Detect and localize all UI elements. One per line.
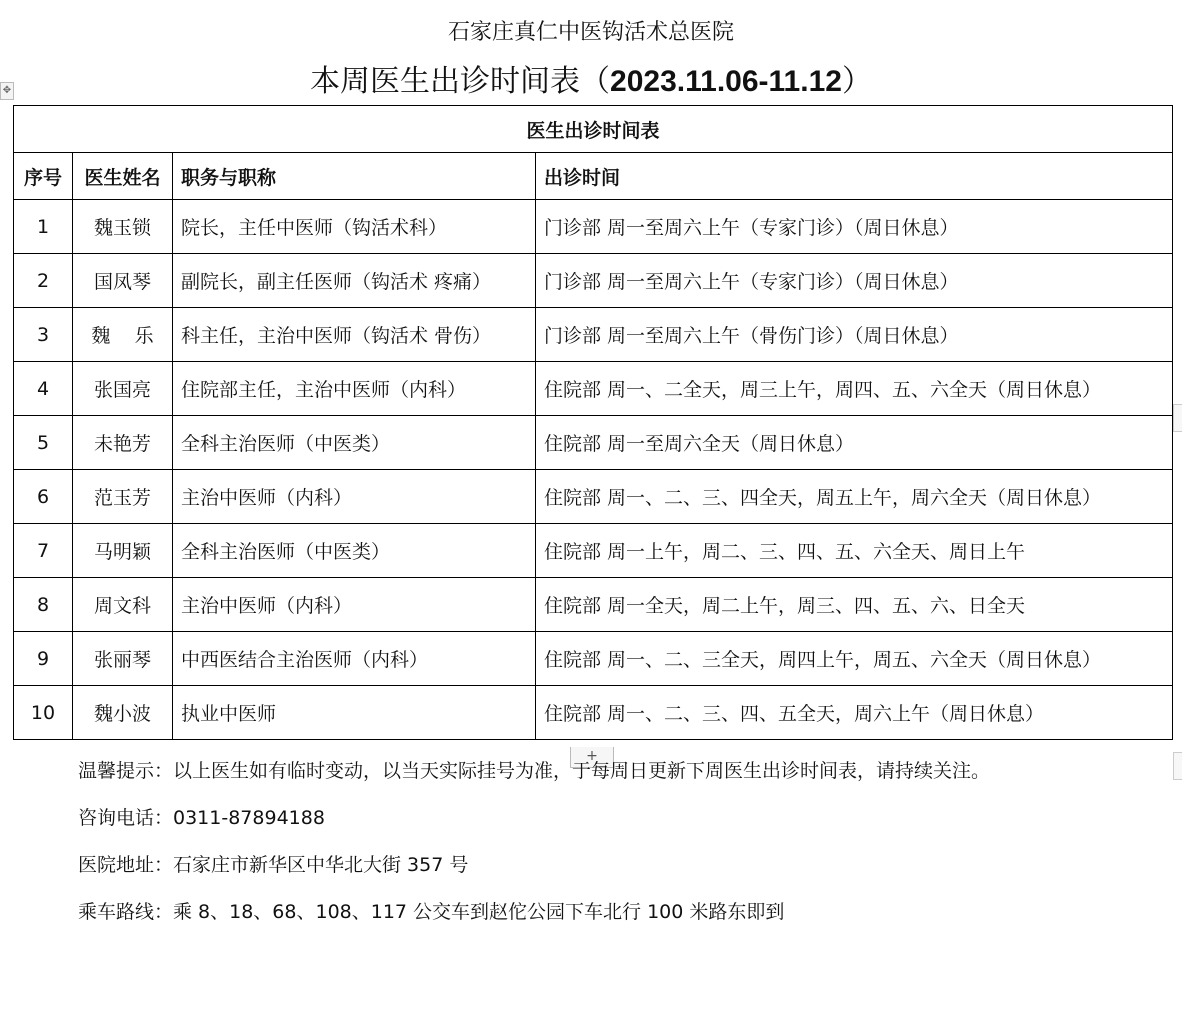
reminder-text: 温馨提示：以上医生如有临时变动，以当天实际挂号为准，于每周日更新下周医生出诊时间表，请持续关注。 <box>78 760 991 782</box>
table-resize-handle[interactable] <box>1173 404 1182 432</box>
row-doctor-name: 未艳芳 <box>73 416 173 470</box>
row-schedule: 住院部 周一、二、三、四全天，周五上午，周六全天（周日休息） <box>536 470 1173 524</box>
table-move-handle-icon[interactable]: ✥ <box>0 82 14 100</box>
table-row <box>14 686 1173 740</box>
row-schedule: 住院部 周一至周六全天（周日休息） <box>536 416 1173 470</box>
row-no: 8 <box>14 578 73 632</box>
header-name: 医生姓名 <box>73 153 173 200</box>
row-schedule: 门诊部 周一至周六上午（骨伤门诊）（周日休息） <box>536 308 1173 362</box>
row-schedule: 门诊部 周一至周六上午（专家门诊）（周日休息） <box>536 254 1173 308</box>
title-date: 2023.11.06-11.12 <box>610 65 842 98</box>
table-caption: 医生出诊时间表 <box>14 106 1173 153</box>
title-prefix: 本周医生出诊时间表（ <box>310 64 611 99</box>
row-schedule: 门诊部 周一至周六上午（专家门诊）（周日休息） <box>536 200 1173 254</box>
row-schedule: 住院部 周一、二全天，周三上午，周四、五、六全天（周日休息） <box>536 362 1173 416</box>
row-no: 1 <box>14 200 73 254</box>
row-schedule: 住院部 周一全天，周二上午，周三、四、五、六、日全天 <box>536 578 1173 632</box>
row-doctor-name: 周文科 <box>73 578 173 632</box>
table-row <box>14 416 1173 470</box>
table-row <box>14 254 1173 308</box>
row-doctor-name: 国凤琴 <box>73 254 173 308</box>
row-no: 5 <box>14 416 73 470</box>
page-title <box>0 62 1182 102</box>
title-suffix: ） <box>841 64 872 99</box>
table-row <box>14 200 1173 254</box>
row-no: 9 <box>14 632 73 686</box>
row-position: 主治中医师（内科） <box>173 578 536 632</box>
table-resize-handle[interactable] <box>1173 752 1182 780</box>
row-no: 10 <box>14 686 73 740</box>
table-caption-row <box>14 106 1173 153</box>
table-row <box>14 362 1173 416</box>
row-schedule: 住院部 周一上午，周二、三、四、五、六全天、周日上午 <box>536 524 1173 578</box>
table-row <box>14 470 1173 524</box>
row-schedule: 住院部 周一、二、三全天，周四上午，周五、六全天（周日休息） <box>536 632 1173 686</box>
table-row <box>14 578 1173 632</box>
row-position: 执业中医师 <box>173 686 536 740</box>
row-position: 全科主治医师（中医类） <box>173 416 536 470</box>
row-no: 2 <box>14 254 73 308</box>
row-position: 主治中医师（内科） <box>173 470 536 524</box>
phone-text: 咨询电话：0311-87894188 <box>78 807 325 829</box>
header-schedule: 出诊时间 <box>536 153 1173 200</box>
address-text: 医院地址：石家庄市新华区中华北大街 357 号 <box>78 854 469 876</box>
row-position: 副院长，副主任医师（钩活术 疼痛） <box>173 254 536 308</box>
row-doctor-name: 张国亮 <box>73 362 173 416</box>
route-text: 乘车路线：乘 8、18、68、108、117 公交车到赵佗公园下车北行 100 米路东即到 <box>78 901 785 923</box>
row-no: 7 <box>14 524 73 578</box>
row-doctor-name: 魏玉锁 <box>73 200 173 254</box>
table-row <box>14 632 1173 686</box>
table-header-row <box>14 153 1173 200</box>
schedule-table <box>13 105 1173 740</box>
row-position: 院长，主任中医师（钩活术科） <box>173 200 536 254</box>
table-row <box>14 308 1173 362</box>
row-doctor-name: 范玉芳 <box>73 470 173 524</box>
row-position: 中西医结合主治医师（内科） <box>173 632 536 686</box>
row-doctor-name: 马明颖 <box>73 524 173 578</box>
row-doctor-name: 张丽琴 <box>73 632 173 686</box>
row-schedule: 住院部 周一、二、三、四、五全天，周六上午（周日休息） <box>536 686 1173 740</box>
table-row <box>14 524 1173 578</box>
row-position: 全科主治医师（中医类） <box>173 524 536 578</box>
header-no: 序号 <box>14 153 73 200</box>
row-no: 3 <box>14 308 73 362</box>
hospital-name: 石家庄真仁中医钩活术总医院 <box>447 20 734 45</box>
header-title: 职务与职称 <box>173 153 536 200</box>
row-doctor-name: 魏小波 <box>73 686 173 740</box>
row-no: 4 <box>14 362 73 416</box>
row-position: 科主任，主治中医师（钩活术 骨伤） <box>173 308 536 362</box>
row-no: 6 <box>14 470 73 524</box>
row-position: 住院部主任，主治中医师（内科） <box>173 362 536 416</box>
add-row-button[interactable]: + <box>570 747 614 768</box>
row-doctor-name: 魏 乐 <box>73 308 173 362</box>
